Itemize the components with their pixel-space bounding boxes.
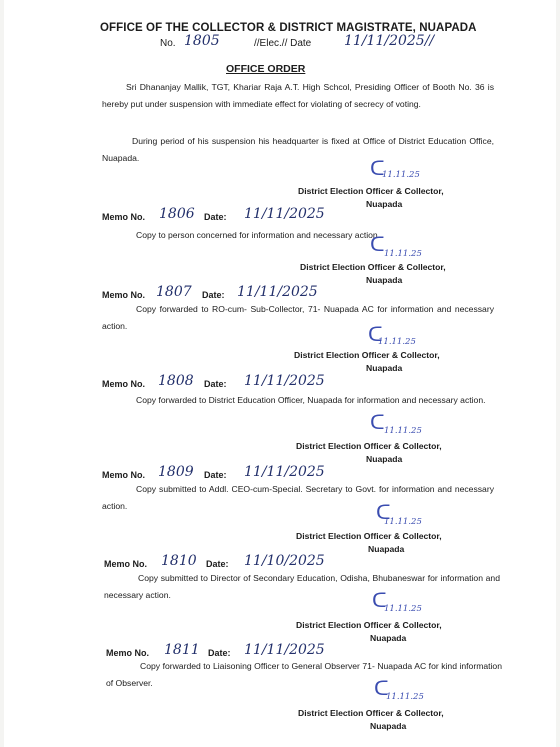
memo-label: Memo No. [106,648,150,658]
memo-number: 1807 [156,284,192,300]
memo-date-label: Date: [204,212,227,222]
memo-number: 1811 [164,642,200,658]
signature-initial-date: 11.11.25 [384,604,422,614]
memo-text: Copy forwarded to District Education Officer, Nuapada for information and necessary action. [136,395,486,405]
order-no-value: 1805 [184,33,220,49]
memo-date: 11/11/2025 [244,464,325,480]
memo-text: Copy forwarded to RO-cum- Sub-Collector, 71- Nuapada AC for information and necessary action. [102,304,494,331]
memo-text: Copy to person concerned for information and necessary action. [136,230,381,240]
memo-label: Memo No. [102,379,146,389]
memo-text: Copy forwarded to Liaisoning Officer to General Observer 71- Nuapada AC for kind information of Observer. [106,661,502,688]
memo-text: Copy submitted to Addl. CEO-cum-Special. Secretary to Govt. for information and necessary action. [102,484,494,511]
memo-date-label: Date: [204,379,227,389]
memo-date-label: Date: [204,470,227,480]
signature-initial-date: 11.11.25 [384,426,422,436]
signature-designation: District Election Officer & Collector, [296,441,442,451]
signature-designation: District Election Officer & Collector, [294,350,440,360]
memo-number: 1806 [159,206,195,222]
signature-initial-date: 11.11.25 [382,170,420,180]
memo-date: 11/11/2025 [244,373,325,389]
signature-mark: ᑕ [370,156,385,180]
signature-mark: ᑕ [372,588,387,612]
memo-number: 1808 [158,373,194,389]
memo-text: Copy submitted to Director of Secondary Education, Odisha, Bhubaneswar for information and necessary action. [104,573,500,600]
signature-designation: District Election Officer & Collector, [298,708,444,718]
signature-mark: ᑕ [370,410,385,434]
order-paragraph-1: Sri Dhananjay Mallik, TGT, Khariar Raja A.T. High Schcol, Presiding Officer of Booth No. 36 is hereby put under suspension with immediate effect for violating of secrecy of voting. [102,82,494,109]
signature-designation: District Election Officer & Collector, [298,186,444,196]
signature-initial-date: 11.11.25 [386,692,424,702]
memo-date: 11/11/2025 [237,284,318,300]
office-title: OFFICE OF THE COLLECTOR & DISTRICT MAGISTRATE, NUAPADA [100,22,477,34]
signature-place: Nuapada [370,633,407,643]
order-no-label: No. [160,38,176,49]
signature-initial-date: 11.11.25 [378,337,416,347]
signature-mark: ᑕ [374,676,389,700]
signature-place: Nuapada [366,275,403,285]
memo-date-label: Date: [208,648,231,658]
memo-label: Memo No. [104,559,148,569]
memo-label: Memo No. [102,470,146,480]
signature-place: Nuapada [368,544,405,554]
memo-date: 11/11/2025 [244,206,325,222]
order-paragraph-2: During period of his suspension his headquarter is fixed at Office of District Education Office, Nuapada. [102,136,494,163]
signature-initial-date: 11.11.25 [384,517,422,527]
memo-number: 1809 [158,464,194,480]
memo-label: Memo No. [102,212,146,222]
order-date-value: 11/11/2025// [344,33,435,49]
signature-designation: District Election Officer & Collector, [300,262,446,272]
memo-label: Memo No. [102,290,146,300]
document-page [4,0,556,747]
memo-date-label: Date: [202,290,225,300]
signature-initial-date: 11.11.25 [384,249,422,259]
signature-place: Nuapada [370,721,407,731]
memo-date: 11/10/2025 [244,553,325,569]
memo-date: 11/11/2025 [244,642,325,658]
memo-date-label: Date: [206,559,229,569]
signature-designation: District Election Officer & Collector, [296,531,442,541]
signature-mark: ᑕ [368,322,383,346]
memo-number: 1810 [161,553,197,569]
signature-mark: ᑕ [370,232,385,256]
signature-place: Nuapada [366,363,403,373]
signature-designation: District Election Officer & Collector, [296,620,442,630]
elec-date-label: //Elec.// Date [254,38,312,49]
signature-place: Nuapada [366,454,403,464]
signature-mark: ᑕ [376,500,391,524]
office-order-heading: OFFICE ORDER [226,63,306,75]
signature-place: Nuapada [366,199,403,209]
